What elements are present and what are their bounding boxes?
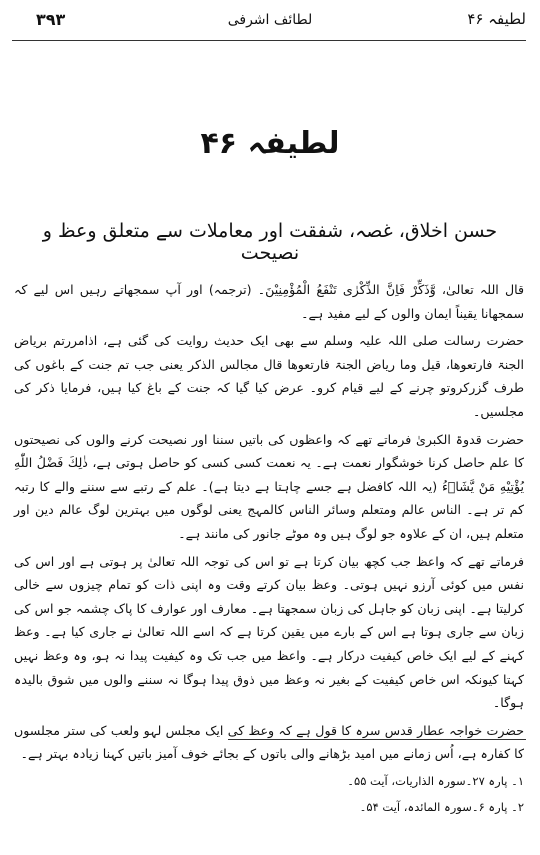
paragraph-hadith: حضرت رسالت صلی اللہ علیہ وسلم سے بھی ایک حدیث روایت کی گئی ہے، اذامررتم بریاض الجنۃ فارتعوھا، قیل وما ریاض الجنۃ فارتعوھا قال مجالس الذکر یعنی جب تم جنت کے باغوں کی طرف گزرکروتو چرنے کے لیے قیام کرو۔ عرض کیا گیا کہ جنت کے باغ کیا ہیں، فرمایا ذکر کی مجلسیں۔	[14, 333, 524, 419]
footnote-divider	[228, 739, 526, 740]
body-text	[14, 278, 524, 770]
section-label: لطیفہ ۴۶	[467, 10, 526, 28]
paragraph-waiz: فرماتے تھے کہ واعظ جب کچھ بیان کرتا ہے تو اس کی توجہ اللہ تعالیٰ پر ہوتی ہے اور اس کی نفس میں کوئی آرزو نہیں ہوتی۔ وعظ بیان کرتے وقت وہ اپنی ذات کو تمام چیزوں سے خالی کرلیتا ہے۔ اپنی زبان کو جاہل کی زبان سمجھتا ہے۔ معارف اور عوارف کا پاک چشمہ جو اس کی زبان سے جاری ہوتا ہے اس کے بارے میں یقین کرتا ہے کہ اسے اللہ تعالیٰ نے جاری کیا ہے۔ وعظ کہنے کے لیے ایک خاص کیفیت درکار ہے۔ واعظ میں جب تک وہ کیفیت پیدا نہ ہو، وہ وعظ نہیں کہتا کیونکہ اس خاص کیفیت کے بغیر نہ وعظ میں ذوق پیدا ہوگا نہ سننے والوں میں شوق بالیدہ ہوگا۔	[14, 553, 524, 711]
footnote-1: ۱۔ پارہ ۲۷۔سورہ الذاریات، آیت ۵۵۔	[347, 774, 524, 788]
chapter-title: لطیفہ ۴۶	[200, 126, 340, 161]
paragraph-ayah: قال اللہ تعالیٰ، وَّذَكِّرْ فَاِنَّ الذِّكْرٰى تَنْفَعُ الْمُؤْمِنِيْنَ۔ (ترجمہ) اور آپ سمجھاتے رہیں اس لیے کہ سمجھانا یقیناً ایمان والوں کے لیے مفید ہے۔	[14, 282, 524, 321]
footnotes	[200, 768, 524, 820]
header-divider	[12, 40, 526, 41]
page-number: ۳۹۳	[36, 10, 66, 29]
chapter-subtitle: حسن اخلاق، غصہ، شفقت اور معاملات سے متعلق وعظ و نصیحت	[42, 220, 498, 264]
page-header	[12, 8, 528, 38]
paragraph-qudwat: حضرت قدوۃ الکبریٰ فرماتے تھے کہ واعظوں کی باتیں سننا اور نصیحت کرنے والوں کی نصیحتوں کا علم حاصل کرنا خوشگوار نعمت ہے۔ یہ نعمت کسی کسی کو حاصل ہوتی ہے، ذٰلِكَ فَضْلُ اللّٰهِ يُؤْتِيْهِ مَنْ يَّشَاۤءُ (یہ اللہ کافضل ہے جسے چاہتا ہے دیتا ہے)۔ علم کے رتبے سے سننے والے کا رتبہ کم تر ہے۔ الناس عالم ومتعلم وسائر الناس کالمہج یعنی لوگوں میں بہترین لوگ عالم دین اور متعلم ہیں، ان کے علاوہ جو لوگ ہیں وہ موٹے جانور کی مانند ہے۔	[14, 431, 524, 541]
footnote-2: ۲۔ پارہ ۶۔سورہ المائدہ، آیت ۵۴۔	[359, 800, 524, 814]
book-title: لطائف اشرفی	[227, 12, 313, 28]
paragraph-attar: حضرت خواجہ عطار قدس سرہ کا قول ہے کہ وعظ کی ایک مجلس لہو ولعب کی ستر مجلسوں کا کفارہ ہے، اُس زمانے میں امید بڑھانے والی باتوں کے بجائے خوف آمیز باتیں کہنا زیادہ بہتر ہے۔	[14, 722, 524, 762]
